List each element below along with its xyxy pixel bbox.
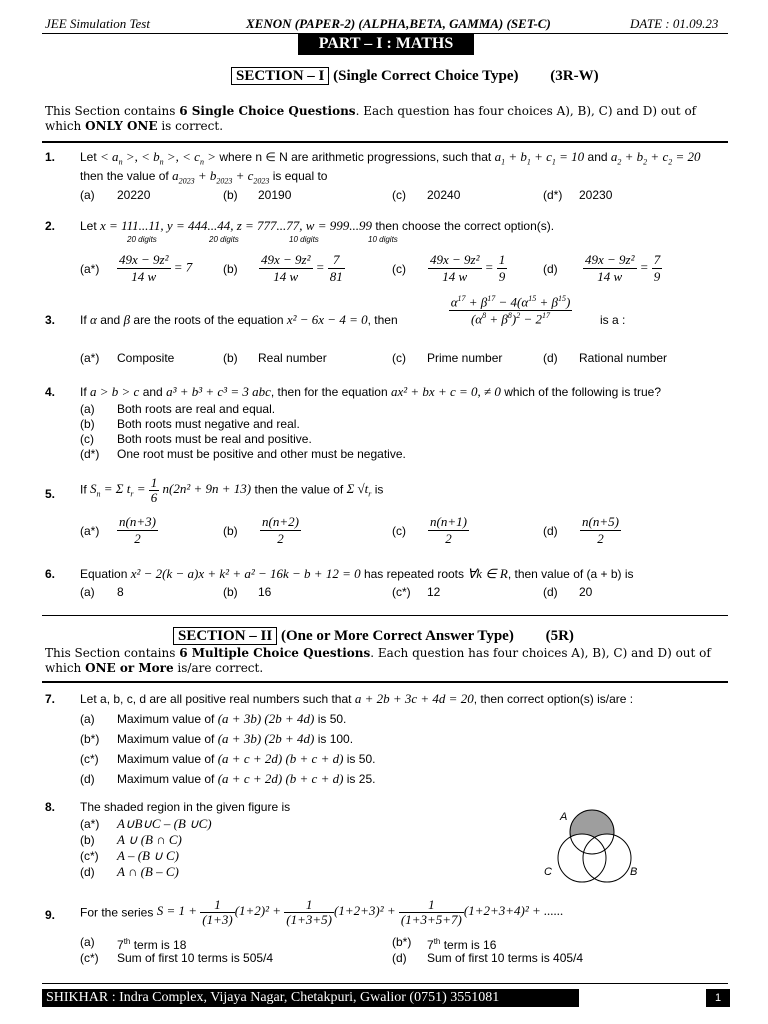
q2-opt-a-rhs: 7 [185, 259, 193, 275]
opt-text: Maximum value of [117, 752, 215, 766]
opt-value: Composite [117, 351, 175, 365]
footer-address: SHIKHAR : Indra Complex, Vijaya Nagar, Chetakpuri, Gwalior (0751) 3551081 [42, 989, 579, 1007]
q5-text: If $S_n = \Sigma$ $t_r$ = $\frac{1}{6}$ n(2n² + 9n + 13) then the value of Σ $√t_r$ is [80, 475, 384, 505]
section1-rule [42, 141, 728, 143]
q2-opt-d-expr: $\frac{\text{49x − 9z²}}{14 w}$ = $\frac{7}{9}$ [585, 252, 661, 284]
q3-fraction: $\frac{\alpha^{17} + \beta^{17} - 4(\alpha^{15} + \beta^{15})}{(\alpha^8 + \beta^8)^2 - 2^{17}}$ [450, 294, 571, 327]
section2-intro [45, 646, 735, 676]
opt-label: (c*) [392, 585, 411, 599]
q8-options [80, 816, 212, 880]
page-number: 1 [706, 989, 730, 1007]
section2-box: SECTION – II [173, 627, 277, 645]
q5-opt-a-num: n(n+3) [119, 514, 156, 529]
q6-opt-d [543, 585, 593, 599]
opt-value: Sum of first 10 terms is 405/4 [427, 951, 584, 965]
q8-opt-d [80, 864, 212, 880]
q5-opt-a-expr: $\frac{n(n+3)}{2}$ [119, 514, 156, 546]
opt-label: (b*) [392, 935, 412, 949]
opt-value: 12 [427, 585, 441, 599]
q6-number: 6. [45, 567, 56, 581]
q2-label-w: 10 digits [368, 235, 398, 244]
opt-value: 20230 [579, 188, 613, 202]
intro-bold: ONE or More [85, 661, 174, 675]
q3-number: 3. [45, 313, 56, 327]
q3-text-e: is a : [600, 313, 626, 327]
opt-value: Prime number [427, 351, 503, 365]
q8-number: 8. [45, 800, 56, 814]
q6-text-c: , then value of (a + b) is [507, 567, 634, 581]
q4-number: 4. [45, 385, 56, 399]
opt-text: Maximum value of [117, 712, 215, 726]
q7-opt-d: (d) Maximum value of (a + c + 2d) (b + c + d) is 25. [80, 769, 375, 789]
intro-text: This Section contains [45, 104, 180, 118]
intro-text: This Section contains [45, 646, 180, 660]
opt-value: Both roots are real and equal. [117, 402, 276, 416]
q9-opt-c [80, 951, 274, 965]
opt-value: Both roots must be real and positive. [117, 432, 312, 446]
q6-text: Equation x² − 2(k − a)x + k² + a² − 16k − b + 12 = 0 has repeated roots ∀k ∈ R, then value of (a + b) is [80, 566, 634, 581]
footer-rule [42, 983, 728, 984]
q2-text-tail: then choose the correct option(s). [375, 219, 555, 233]
section1-heading [231, 68, 599, 85]
opt-text: is 50. [317, 712, 347, 726]
opt-label: (c) [80, 432, 94, 446]
opt-label: (d*) [80, 447, 100, 461]
q8-opt-a [80, 816, 212, 832]
q3-opt-b [223, 351, 327, 365]
part-title: PART – I : MATHS [298, 33, 474, 55]
opt-label: (a) [80, 712, 95, 726]
q6-opt-a [80, 585, 124, 599]
q1-text-c: and [587, 150, 608, 164]
q5-opt-d: (d) [543, 524, 558, 538]
q5-opt-b-expr: $\frac{n(n+2)}{2}$ [262, 514, 299, 546]
q1-number: 1. [45, 150, 56, 164]
opt-num: 7 [427, 938, 434, 952]
opt-label: (c*) [80, 752, 99, 766]
q5-opt-b: (b) [223, 524, 238, 538]
q5-text-c: is [374, 482, 384, 497]
q6-opt-c [392, 585, 441, 599]
q2-opt-c-expr: $\frac{\text{49x − 9z²}}{14 w}$ = $\frac{1}{9}$ [430, 252, 506, 284]
opt-label: (a) [80, 935, 95, 949]
opt-label: (d) [392, 951, 407, 965]
intro-bold: ONLY ONE [85, 119, 158, 133]
q2-opt-c: (c) [392, 262, 406, 276]
section2-type: (One or More Correct Answer Type) [280, 628, 514, 644]
opt-value: Both roots must negative and real. [117, 417, 300, 431]
header-date: DATE : 01.09.23 [630, 16, 719, 31]
opt-label: (c) [392, 351, 406, 365]
q3-text-a: If [80, 313, 87, 327]
q4-opt-a [80, 402, 406, 417]
venn-diagram [540, 805, 650, 885]
q4-text-d: which of the following is true? [504, 385, 661, 399]
q3-opt-c [392, 351, 503, 365]
q5-opt-c-expr: $\frac{n(n+1)}{2}$ [430, 514, 467, 546]
opt-label: (c*) [80, 951, 99, 965]
opt-value: A ∪ (B ∩ C) [117, 832, 182, 847]
q3-opt-d [543, 351, 668, 365]
q4-text: If a > b > c and a³ + b³ + c³ = 3 abc, then for the equation ax² + bx + c = 0, ≠ 0 which of the following is true? [80, 384, 661, 399]
q1-opt-c [392, 188, 461, 202]
q1-text-a: Let [80, 150, 97, 164]
opt-text: is 50. [346, 752, 376, 766]
opt-label: (d*) [543, 188, 563, 202]
opt-num: 7 [117, 938, 124, 952]
opt-label: (d) [543, 351, 558, 365]
q1-opt-d [543, 188, 613, 202]
intro-bold: 6 Single Choice Questions [179, 104, 356, 118]
q4-opt-d [80, 447, 406, 462]
q7-text-a: Let a, b, c, d are all positive real numbers such that [80, 692, 352, 706]
opt-value: 20190 [258, 188, 292, 202]
q6-text-a: Equation [80, 567, 128, 581]
q1-opt-b [223, 188, 292, 202]
divider [42, 615, 728, 616]
q5-number: 5. [45, 487, 56, 501]
opt-value: Real number [258, 351, 327, 365]
opt-value: 16 [258, 585, 272, 599]
intro-text: is correct. [157, 119, 224, 133]
opt-value: A ∩ (B – C) [117, 864, 179, 879]
opt-label: (d) [80, 772, 95, 786]
opt-value: A∪B∪C – (B ∪C) [117, 816, 212, 831]
q5-opt-b-num: n(n+2) [262, 514, 299, 529]
intro-text: is/are correct. [173, 661, 264, 675]
q3-text: If α and β are the roots of the equation x² − 6x − 4 = 0, then [80, 312, 398, 327]
q6-opt-b [223, 585, 272, 599]
opt-value: 20240 [427, 188, 461, 202]
q2-opt-b: (b) [223, 262, 238, 276]
opt-label: (b) [80, 417, 95, 431]
q3-text-b: and [100, 313, 121, 327]
q5-text-b: then the value of [254, 482, 344, 497]
section1-type: (Single Correct Choice Type) [333, 68, 519, 84]
q2-text: Let x = 111...11, y = 444...44, z = 777...77, w = 999...99 then choose the correct option(s). [80, 218, 555, 233]
opt-label: (b*) [80, 732, 100, 746]
q5-opt-c-num: n(n+1) [430, 514, 467, 529]
q4-text-c: , then for the equation [270, 385, 388, 399]
opt-label: (c) [392, 188, 406, 202]
q3-opt-a [80, 351, 175, 365]
opt-text: Maximum value of [117, 732, 215, 746]
q7-text: Let a, b, c, d are all positive real numbers such that a + 2b + 3c + 4d = 20, then correct option(s) is/are : [80, 691, 634, 706]
q9-text-a: For the series [80, 905, 154, 920]
q4-text-a: If [80, 385, 87, 399]
q9-opt-a [80, 935, 187, 952]
opt-label: (d) [543, 585, 558, 599]
q5-opt-d-expr: $\frac{n(n+5)}{2}$ [582, 514, 619, 546]
q2-number: 2. [45, 219, 56, 233]
q9-opt-d [392, 951, 584, 965]
q8-opt-c [80, 848, 212, 864]
opt-value: Rational number [579, 351, 668, 365]
opt-sup: th [433, 937, 441, 946]
opt-label: (b) [223, 351, 238, 365]
q5-opt-a: (a*) [80, 524, 100, 538]
opt-label: (b) [80, 833, 95, 847]
header-center: XENON (PAPER-2) (ALPHA,BETA, GAMMA) (SET-C) [246, 16, 551, 31]
q1-text: Let < $a_n$ >, < $b_n$ >, < $c_n$ > where n ∈ N are arithmetic progressions, such that $a_1 + b_1 + c_1 = 10$ and $a_2 + b_2 + c_2 = 20$ [80, 149, 701, 167]
intro-text: . Each question has four choices A), B), C) and D) out of [370, 646, 711, 660]
q9-opt-b [392, 935, 497, 952]
section1-marks: (3R-W) [550, 68, 599, 84]
q5-text-a: If [80, 482, 87, 497]
q1-line2-a: then the value of [80, 169, 169, 183]
q5-opt-c: (c) [392, 524, 406, 538]
intro-bold: 6 Multiple Choice Questions [179, 646, 371, 660]
q9-number: 9. [45, 908, 56, 922]
q7-text-b: , then correct option(s) is/are : [473, 692, 634, 706]
venn-label-b: B [630, 866, 638, 878]
q7-opt-c: (c*) Maximum value of (a + c + 2d) (b + c + d) is 50. [80, 749, 375, 769]
opt-sup: th [123, 937, 131, 946]
section2-rule [42, 681, 728, 683]
q4-options [80, 402, 406, 462]
q2-text-a: Let [80, 219, 97, 233]
venn-label-a: A [560, 811, 568, 823]
q6-text-b: has repeated roots [363, 567, 465, 581]
q1-line2-b: is equal to [272, 169, 328, 183]
opt-label: (a) [80, 585, 95, 599]
opt-value: Sum of first 10 terms is 505/4 [117, 951, 274, 965]
opt-label: (a*) [80, 817, 100, 831]
opt-text: is 100. [317, 732, 354, 746]
q1-text-b: where n ∈ N are arithmetic progressions, such that [219, 150, 492, 164]
q1-opt-a [80, 188, 151, 202]
q3-text-c: are the roots of the equation [133, 313, 284, 327]
q5-opt-d-num: n(n+5) [582, 514, 619, 529]
q2-opt-a-expr: $\frac{\text{49x − 9z²}}{14 w}$ = 7 [119, 252, 193, 284]
opt-text: is 25. [346, 772, 376, 786]
opt-value: One root must be positive and other must be negative. [117, 447, 406, 461]
header-left: JEE Simulation Test [45, 16, 150, 31]
q2-opt-d: (d) [543, 262, 558, 276]
opt-label: (a) [80, 402, 95, 416]
q9-text: For the series S = 1 + $\frac{1}{(1+3)}$ (1+2)² + $\frac{1}{(1+3+5)}$ (1+2+3)² + $\frac{1}{(1+3+5+7)}$ (1+2+3+4)² + ...... [80, 897, 564, 927]
q2-label-x: 20 digits [127, 235, 157, 244]
q1-line2: then the value of $a_{2023} + b_{2023} + c_{2023}$ is equal to [80, 168, 328, 186]
opt-label: (d) [80, 865, 95, 879]
intro-text: . Each question has four choices A), B), C) and D) out of [355, 104, 697, 118]
opt-value: 8 [117, 585, 124, 599]
q7-opt-b: (b*) Maximum value of (a + 3b) (2b + 4d) is 100. [80, 729, 375, 749]
section1-box: SECTION – I [231, 67, 329, 85]
q4-text-b: and [142, 385, 163, 399]
q7-options [80, 709, 375, 789]
q8-text: The shaded region in the given figure is [80, 800, 291, 814]
opt-text: Maximum value of [117, 772, 215, 786]
opt-label: (a) [80, 188, 95, 202]
intro-text: which [45, 119, 86, 133]
opt-value: term is 16 [443, 938, 497, 952]
q2-opt-b-expr: $\frac{\text{49x − 9z²}}{14 w}$ = $\frac{7}{81}$ [261, 252, 343, 284]
opt-value: 20 [579, 585, 593, 599]
opt-label: (a*) [80, 351, 100, 365]
opt-value: A – (B ∪ C) [117, 848, 179, 863]
section2-heading [173, 628, 574, 645]
intro-text: which [45, 661, 86, 675]
q2-label-z: 10 digits [289, 235, 319, 244]
q2-opt-a: (a*) [80, 262, 100, 276]
opt-label: (b) [223, 585, 238, 599]
q3-text-d: , then [367, 313, 398, 327]
opt-label: (b) [223, 188, 238, 202]
opt-label: (c*) [80, 849, 99, 863]
section2-marks: (5R) [545, 628, 574, 644]
q2-label-y: 20 digits [209, 235, 239, 244]
opt-value: term is 18 [133, 938, 187, 952]
q7-number: 7. [45, 692, 56, 706]
section1-intro [45, 104, 735, 134]
q4-opt-b [80, 417, 406, 432]
q4-opt-c [80, 432, 406, 447]
opt-value: 20220 [117, 188, 151, 202]
q8-opt-b [80, 832, 212, 848]
q7-opt-a: (a) Maximum value of (a + 3b) (2b + 4d) is 50. [80, 709, 375, 729]
venn-label-c: C [544, 866, 552, 878]
